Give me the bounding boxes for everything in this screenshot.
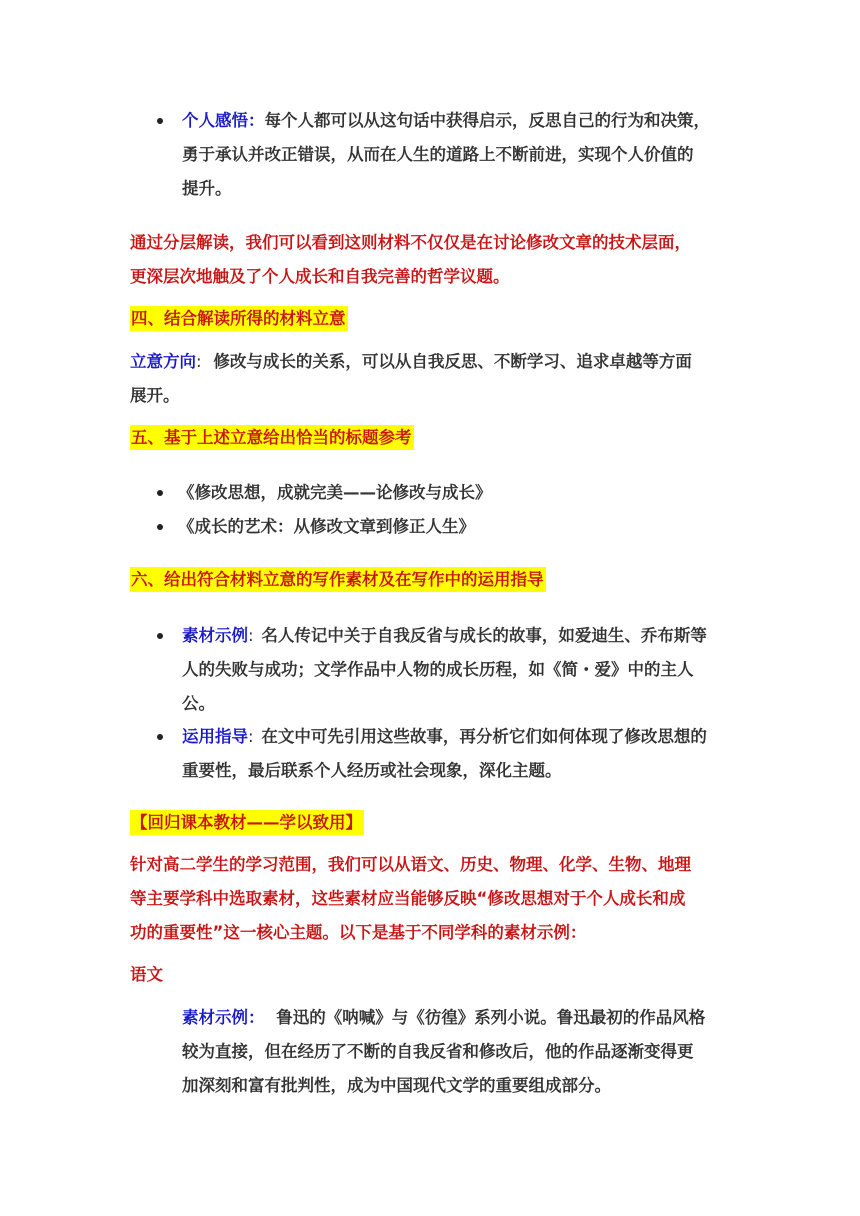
chinese-line-2: 较为直接，但在经历了不断的自我反省和修改后，他的作品逐渐变得更 (182, 1042, 694, 1061)
bullet-icon (157, 633, 163, 639)
section4-heading: 四、结合解读所得的材料立意 (130, 307, 348, 331)
bullet-icon (157, 490, 163, 496)
chinese-label: 素材示例： (182, 1008, 265, 1027)
textbook-line-1: 针对高二学生的学习范围，我们可以从语文、历史、物理、化学、生物、地理 (130, 855, 691, 874)
insight-line-3: 提升。 (182, 179, 232, 198)
insight-line-1: 个人感悟：每个人都可以从这句话中获得启示，反思自己的行为和决策， (182, 111, 710, 130)
chinese-line-1: 素材示例： 鲁迅的《呐喊》与《彷徨》系列小说。鲁迅最初的作品风格 (182, 1008, 706, 1027)
example-line-2: 人的失败与成功；文学作品中人物的成长历程，如《简・爱》中的主人 (182, 660, 694, 679)
insight-label: 个人感悟： (182, 111, 265, 130)
bullet-icon (157, 118, 163, 124)
example-line-1: 素材示例: 名人传记中关于自我反省与成长的故事，如爱迪生、乔布斯等 (182, 626, 707, 645)
guide-line-1: 运用指导: 在文中可先引用这些故事，再分析它们如何体现了修改思想的 (182, 727, 707, 746)
title-ref-2: 《成长的艺术：从修改文章到修正人生》 (178, 517, 475, 536)
bullet-icon (157, 524, 163, 530)
insight-line-2: 勇于承认并改正错误，从而在人生的道路上不断前进，实现个人价值的 (182, 145, 694, 164)
title-ref-1: 《修改思想，成就完美——论修改与成长》 (178, 483, 492, 502)
direction-label: 立意方向 (130, 352, 196, 371)
section5-heading: 五、基于上述立意给出恰当的标题参考 (130, 426, 414, 450)
textbook-heading: 【回归课本教材——学以致用】 (130, 811, 364, 835)
textbook-line-3: 功的重要性”这一核心主题。以下是基于不同学科的素材示例： (130, 923, 587, 942)
summary-line-2: 更深层次地触及了个人成长和自我完善的哲学议题。 (130, 267, 510, 286)
bullet-icon (157, 734, 163, 740)
guide-line-2: 重要性，最后联系个人经历或社会现象，深化主题。 (182, 761, 562, 780)
textbook-line-2: 等主要学科中选取素材，这些素材应当能够反映“修改思想对于个人成长和成 (130, 889, 686, 908)
direction-line-1: 立意方向: 修改与成长的关系，可以从自我反思、不断学习、追求卓越等方面 (130, 352, 692, 371)
example-label: 素材示例 (182, 626, 248, 645)
direction-line-2: 展开。 (130, 386, 180, 405)
guide-label: 运用指导 (182, 727, 248, 746)
section6-heading: 六、给出符合材料立意的写作素材及在写作中的运用指导 (130, 568, 546, 592)
chinese-line-3: 加深刻和富有批判性，成为中国现代文学的重要组成部分。 (182, 1076, 611, 1095)
subject-chinese: 语文 (130, 965, 163, 984)
summary-line-1: 通过分层解读，我们可以看到这则材料不仅仅是在讨论修改文章的技术层面， (130, 233, 691, 252)
example-line-3: 公。 (182, 694, 215, 713)
